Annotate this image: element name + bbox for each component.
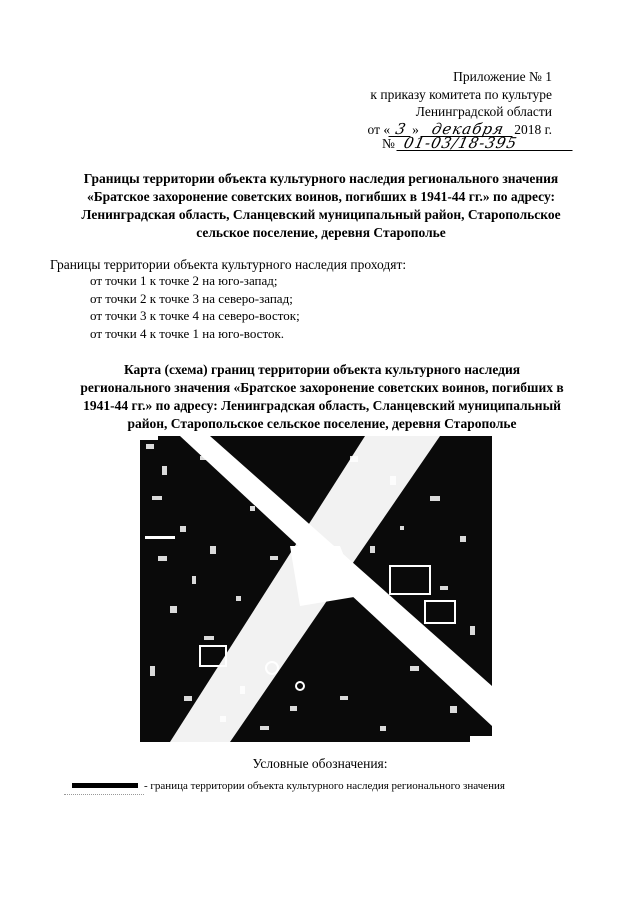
map-title-line-4: район, Старопольское сельское поселение, деревня Старополье [127, 416, 517, 431]
boundary-point: от точки 2 к точке 3 на северо-запад; [90, 290, 293, 306]
title-line-1: Границы территории объекта культурного наследия регионального значения [83, 171, 559, 186]
map-image [140, 436, 492, 742]
title-line-4: сельское поселение, деревня Старополье [196, 225, 446, 240]
map-title-line-3: 1941-44 гг.» по адресу: Ленинградская область, Сланцевский муниципальный [83, 398, 561, 413]
legend-item-label: - граница территории объекта культурного наследия регионального значения [144, 780, 505, 792]
date-prefix: от « [367, 121, 391, 137]
appendix-line-2: к приказу комитета по культуре [370, 86, 552, 102]
document-title [40, 170, 602, 242]
appendix-line-3: Ленинградской области [415, 104, 552, 119]
date-day: 3 [389, 122, 414, 137]
appendix-line-1: Приложение № 1 [453, 69, 552, 84]
date-mid: » [412, 121, 419, 137]
legend-dotted-line [64, 794, 144, 796]
boundary-point: от точки 1 к точке 2 на юго-запад; [90, 273, 278, 288]
date-month: декабря [421, 122, 516, 137]
number-prefix: № [382, 136, 395, 151]
legend-title: Условные обозначения: [252, 756, 388, 771]
title-line-3: Ленинградская область, Сланцевский муниципальный район, Старопольское [81, 207, 561, 222]
boundaries-lead: Границы территории объекта культурного наследия проходят: [50, 257, 407, 272]
number-value: 01-03/18-395 [397, 136, 576, 151]
boundary-point: от точки 4 к точке 1 на юго-восток. [90, 325, 285, 341]
map-title-line-2: регионального значения «Братское захоронение советских воинов, погибших в [80, 380, 564, 395]
order-number [382, 136, 574, 152]
aerial-map-icon [140, 436, 492, 742]
legend-item [72, 780, 505, 792]
date-year: 2018 г. [514, 121, 552, 137]
map-title-line-1: Карта (схема) границ территории объекта культурного наследия [123, 362, 521, 377]
title-line-2: «Братское захоронение советских воинов, погибших в 1941-44 гг.» по адресу: [86, 189, 556, 204]
boundary-line-swatch-icon [72, 783, 138, 788]
map-title [44, 361, 600, 433]
appendix-block [292, 68, 552, 138]
boundary-points-list [90, 272, 300, 342]
boundary-point: от точки 3 к точке 4 на северо-восток; [90, 308, 300, 323]
